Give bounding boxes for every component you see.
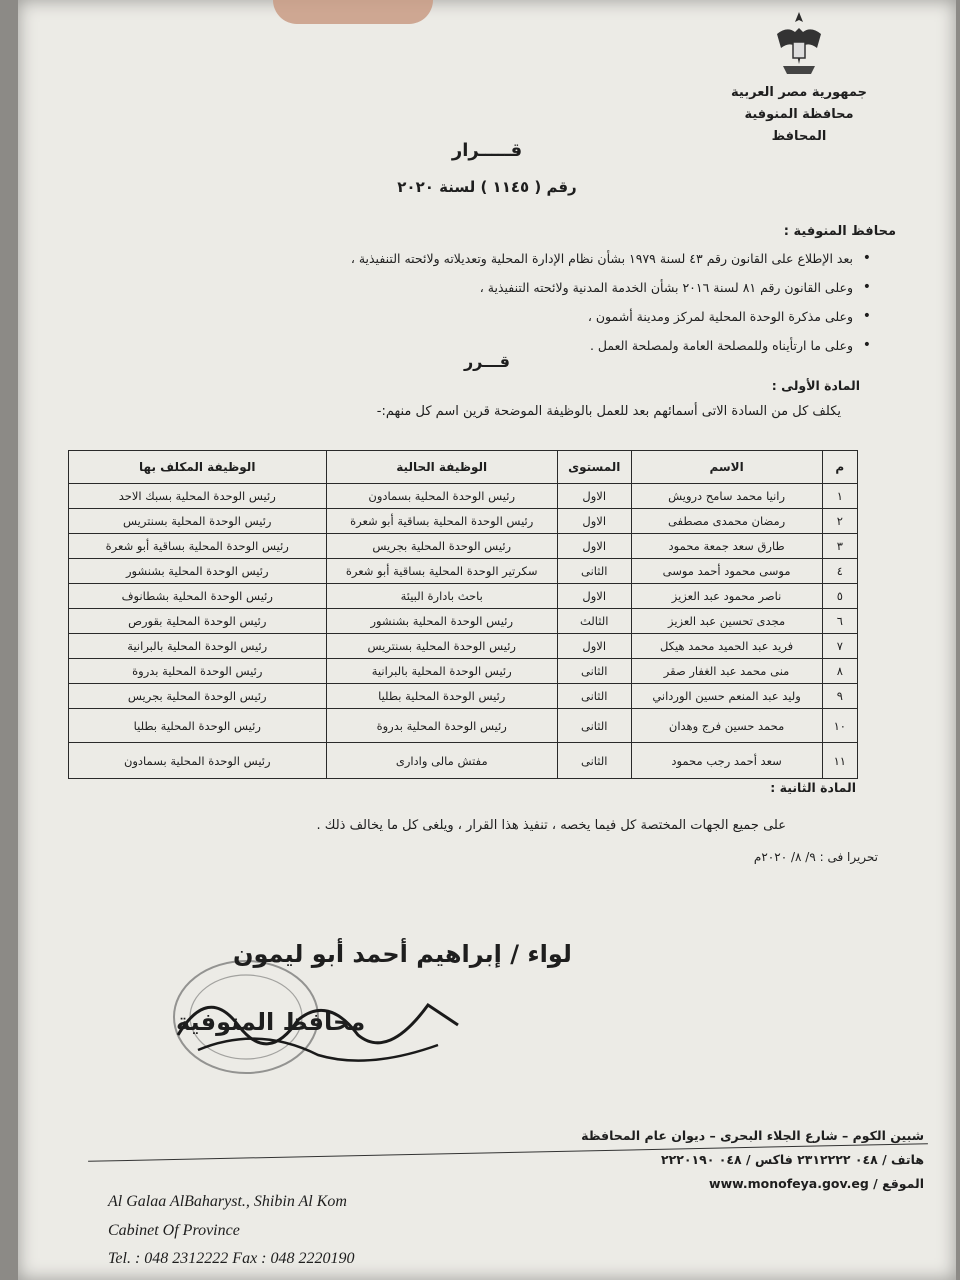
decided-heading: قـــرر bbox=[463, 352, 511, 371]
preamble-clauses bbox=[151, 244, 871, 360]
cell-number: ٥ bbox=[822, 584, 857, 609]
cell-name: ناصر محمود عبد العزيز bbox=[631, 584, 822, 609]
cell-number: ٧ bbox=[822, 634, 857, 659]
cell-name: فريد عبد الحميد محمد هيكل bbox=[631, 634, 822, 659]
table-row bbox=[69, 509, 858, 534]
cell-name: محمد حسين فرج وهدان bbox=[631, 709, 822, 743]
cell-name: طارق سعد جمعة محمود bbox=[631, 534, 822, 559]
governorate-name: محافظة المنوفية bbox=[744, 107, 854, 122]
footer-cabinet-english: Cabinet Of Province bbox=[108, 1222, 240, 1239]
footer-website: الموقع / www.monofeya.gov.eg bbox=[709, 1176, 924, 1191]
cell-assigned-job: رئيس الوحدة المحلية بشطانوف bbox=[69, 584, 327, 609]
cell-number: ٣ bbox=[822, 534, 857, 559]
cell-level: الثانى bbox=[557, 684, 631, 709]
footer-address-english: Al Galaa AlBaharyst., Shibin Al Kom bbox=[108, 1193, 347, 1210]
cell-current-job: رئيس الوحدة المحلية بطليا bbox=[326, 684, 557, 709]
cell-name: منى محمد عبد الغفار صقر bbox=[631, 659, 822, 684]
cell-name: سعد أحمد رجب محمود bbox=[631, 743, 822, 779]
clause: • بعد الإطلاع على القانون رقم ٤٣ لسنة ١٩٧٩ بشأن نظام الإدارة المحلية وتعديلاته ولائحته التنفيذية ، bbox=[151, 244, 871, 273]
cell-current-job: رئيس الوحدة المحلية بجريس bbox=[326, 534, 557, 559]
letterhead bbox=[694, 8, 904, 148]
table-row bbox=[69, 634, 858, 659]
table-row bbox=[69, 584, 858, 609]
cell-level: الثانى bbox=[557, 709, 631, 743]
cell-assigned-job: رئيس الوحدة المحلية بشنشور bbox=[69, 559, 327, 584]
table-row bbox=[69, 559, 858, 584]
cell-assigned-job: رئيس الوحدة المحلية بدروة bbox=[69, 659, 327, 684]
cell-level: الاول bbox=[557, 584, 631, 609]
cell-current-job: رئيس الوحدة المحلية بسنتريس bbox=[326, 634, 557, 659]
column-header: م bbox=[822, 451, 857, 484]
cell-name: رمضان محمدى مصطفى bbox=[631, 509, 822, 534]
clause: • وعلى ما ارتأيناه وللمصلحة العامة ولمصلحة العمل . bbox=[151, 331, 871, 360]
document-page bbox=[18, 0, 956, 1280]
issue-date: تحريرا فى : ٩/ ٨/ ٢٠٢٠م bbox=[753, 850, 878, 864]
cell-number: ٦ bbox=[822, 609, 857, 634]
table-row bbox=[69, 484, 858, 509]
column-header: الاسم bbox=[631, 451, 822, 484]
cell-number: ٩ bbox=[822, 684, 857, 709]
table-row bbox=[69, 743, 858, 779]
cell-assigned-job: رئيس الوحدة المحلية بقورص bbox=[69, 609, 327, 634]
signatory-title: محافظ المنوفية bbox=[176, 1008, 366, 1036]
cell-assigned-job: رئيس الوحدة المحلية بسمادون bbox=[69, 743, 327, 779]
cell-number: ٤ bbox=[822, 559, 857, 584]
footer-phone-english: Tel. : 048 2312222 Fax : 048 2220190 bbox=[108, 1250, 355, 1267]
cell-level: الاول bbox=[557, 634, 631, 659]
cell-level: الثانى bbox=[557, 743, 631, 779]
cell-name: رانيا محمد سامح درويش bbox=[631, 484, 822, 509]
cell-current-job: باحث بادارة البيئة bbox=[326, 584, 557, 609]
cell-current-job: رئيس الوحدة المحلية بساقية أبو شعرة bbox=[326, 509, 557, 534]
governor-label: محافظ المنوفية : bbox=[783, 224, 896, 239]
article-2-label: المادة الثانية : bbox=[770, 780, 856, 795]
decree-title: قـــــرار bbox=[451, 140, 523, 161]
signatory-name: لواء / إبراهيم أحمد أبو ليمون bbox=[233, 940, 572, 968]
office-name: المحافظ bbox=[771, 129, 827, 144]
cell-level: الثانى bbox=[557, 559, 631, 584]
assignments-table bbox=[68, 450, 858, 779]
cell-level: الثالث bbox=[557, 609, 631, 634]
article-1-text: يكلف كل من السادة الاتى أسمائهم بعد للعمل بالوظيفة الموضحة قرين اسم كل منهم:- bbox=[376, 404, 841, 419]
clause: • وعلى مذكرة الوحدة المحلية لمركز ومدينة أشمون ، bbox=[151, 302, 871, 331]
cell-number: ١٠ bbox=[822, 709, 857, 743]
column-header: الوظيفة المكلف بها bbox=[69, 451, 327, 484]
table-row bbox=[69, 684, 858, 709]
cell-current-job: سكرتير الوحدة المحلية بساقية أبو شعرة bbox=[326, 559, 557, 584]
cell-assigned-job: رئيس الوحدة المحلية بسنتريس bbox=[69, 509, 327, 534]
cell-level: الاول bbox=[557, 534, 631, 559]
cell-current-job: رئيس الوحدة المحلية بدروة bbox=[326, 709, 557, 743]
cell-assigned-job: رئيس الوحدة المحلية بالبرانية bbox=[69, 634, 327, 659]
footer-address-arabic: شبين الكوم – شارع الجلاء البحرى – ديوان عام المحافظة bbox=[581, 1128, 924, 1143]
cell-current-job: مفتش مالى وادارى bbox=[326, 743, 557, 779]
column-header: الوظيفة الحالية bbox=[326, 451, 557, 484]
article-1-label: المادة الأولى : bbox=[771, 378, 860, 393]
table-row bbox=[69, 659, 858, 684]
table-row bbox=[69, 534, 858, 559]
cell-assigned-job: رئيس الوحدة المحلية بجريس bbox=[69, 684, 327, 709]
cell-number: ٨ bbox=[822, 659, 857, 684]
cell-current-job: رئيس الوحدة المحلية بسمادون bbox=[326, 484, 557, 509]
cell-assigned-job: رئيس الوحدة المحلية بطليا bbox=[69, 709, 327, 743]
eagle-emblem-icon bbox=[773, 8, 825, 78]
cell-number: ١ bbox=[822, 484, 857, 509]
cell-number: ١١ bbox=[822, 743, 857, 779]
cell-number: ٢ bbox=[822, 509, 857, 534]
table-row bbox=[69, 609, 858, 634]
column-header: المستوى bbox=[557, 451, 631, 484]
cell-name: وليد عبد المنعم حسين الورداني bbox=[631, 684, 822, 709]
decree-number: رقم ( ١١٤٥ ) لسنة ٢٠٢٠ bbox=[397, 178, 577, 196]
table-header-row bbox=[69, 451, 858, 484]
cell-name: موسى محمود أحمد موسى bbox=[631, 559, 822, 584]
finger-shadow bbox=[273, 0, 433, 24]
cell-current-job: رئيس الوحدة المحلية بالبرانية bbox=[326, 659, 557, 684]
country-name: جمهورية مصر العربية bbox=[731, 85, 867, 100]
cell-level: الاول bbox=[557, 484, 631, 509]
footer-phone-arabic: هاتف / ٠٤٨ ٢٣١٢٢٢٢ فاكس / ٠٤٨ ٢٢٢٠١٩٠ bbox=[661, 1152, 924, 1167]
table-row bbox=[69, 709, 858, 743]
cell-level: الثانى bbox=[557, 659, 631, 684]
cell-current-job: رئيس الوحدة المحلية بشنشور bbox=[326, 609, 557, 634]
cell-level: الاول bbox=[557, 509, 631, 534]
cell-assigned-job: رئيس الوحدة المحلية بسبك الاحد bbox=[69, 484, 327, 509]
clause: • وعلى القانون رقم ٨١ لسنة ٢٠١٦ بشأن الخدمة المدنية ولائحته التنفيذية ، bbox=[151, 273, 871, 302]
cell-name: مجدى تحسين عبد العزيز bbox=[631, 609, 822, 634]
cell-assigned-job: رئيس الوحدة المحلية بساقية أبو شعرة bbox=[69, 534, 327, 559]
article-2-text: على جميع الجهات المختصة كل فيما يخصه ، تنفيذ هذا القرار ، ويلغى كل ما يخالف ذلك . bbox=[316, 818, 786, 833]
